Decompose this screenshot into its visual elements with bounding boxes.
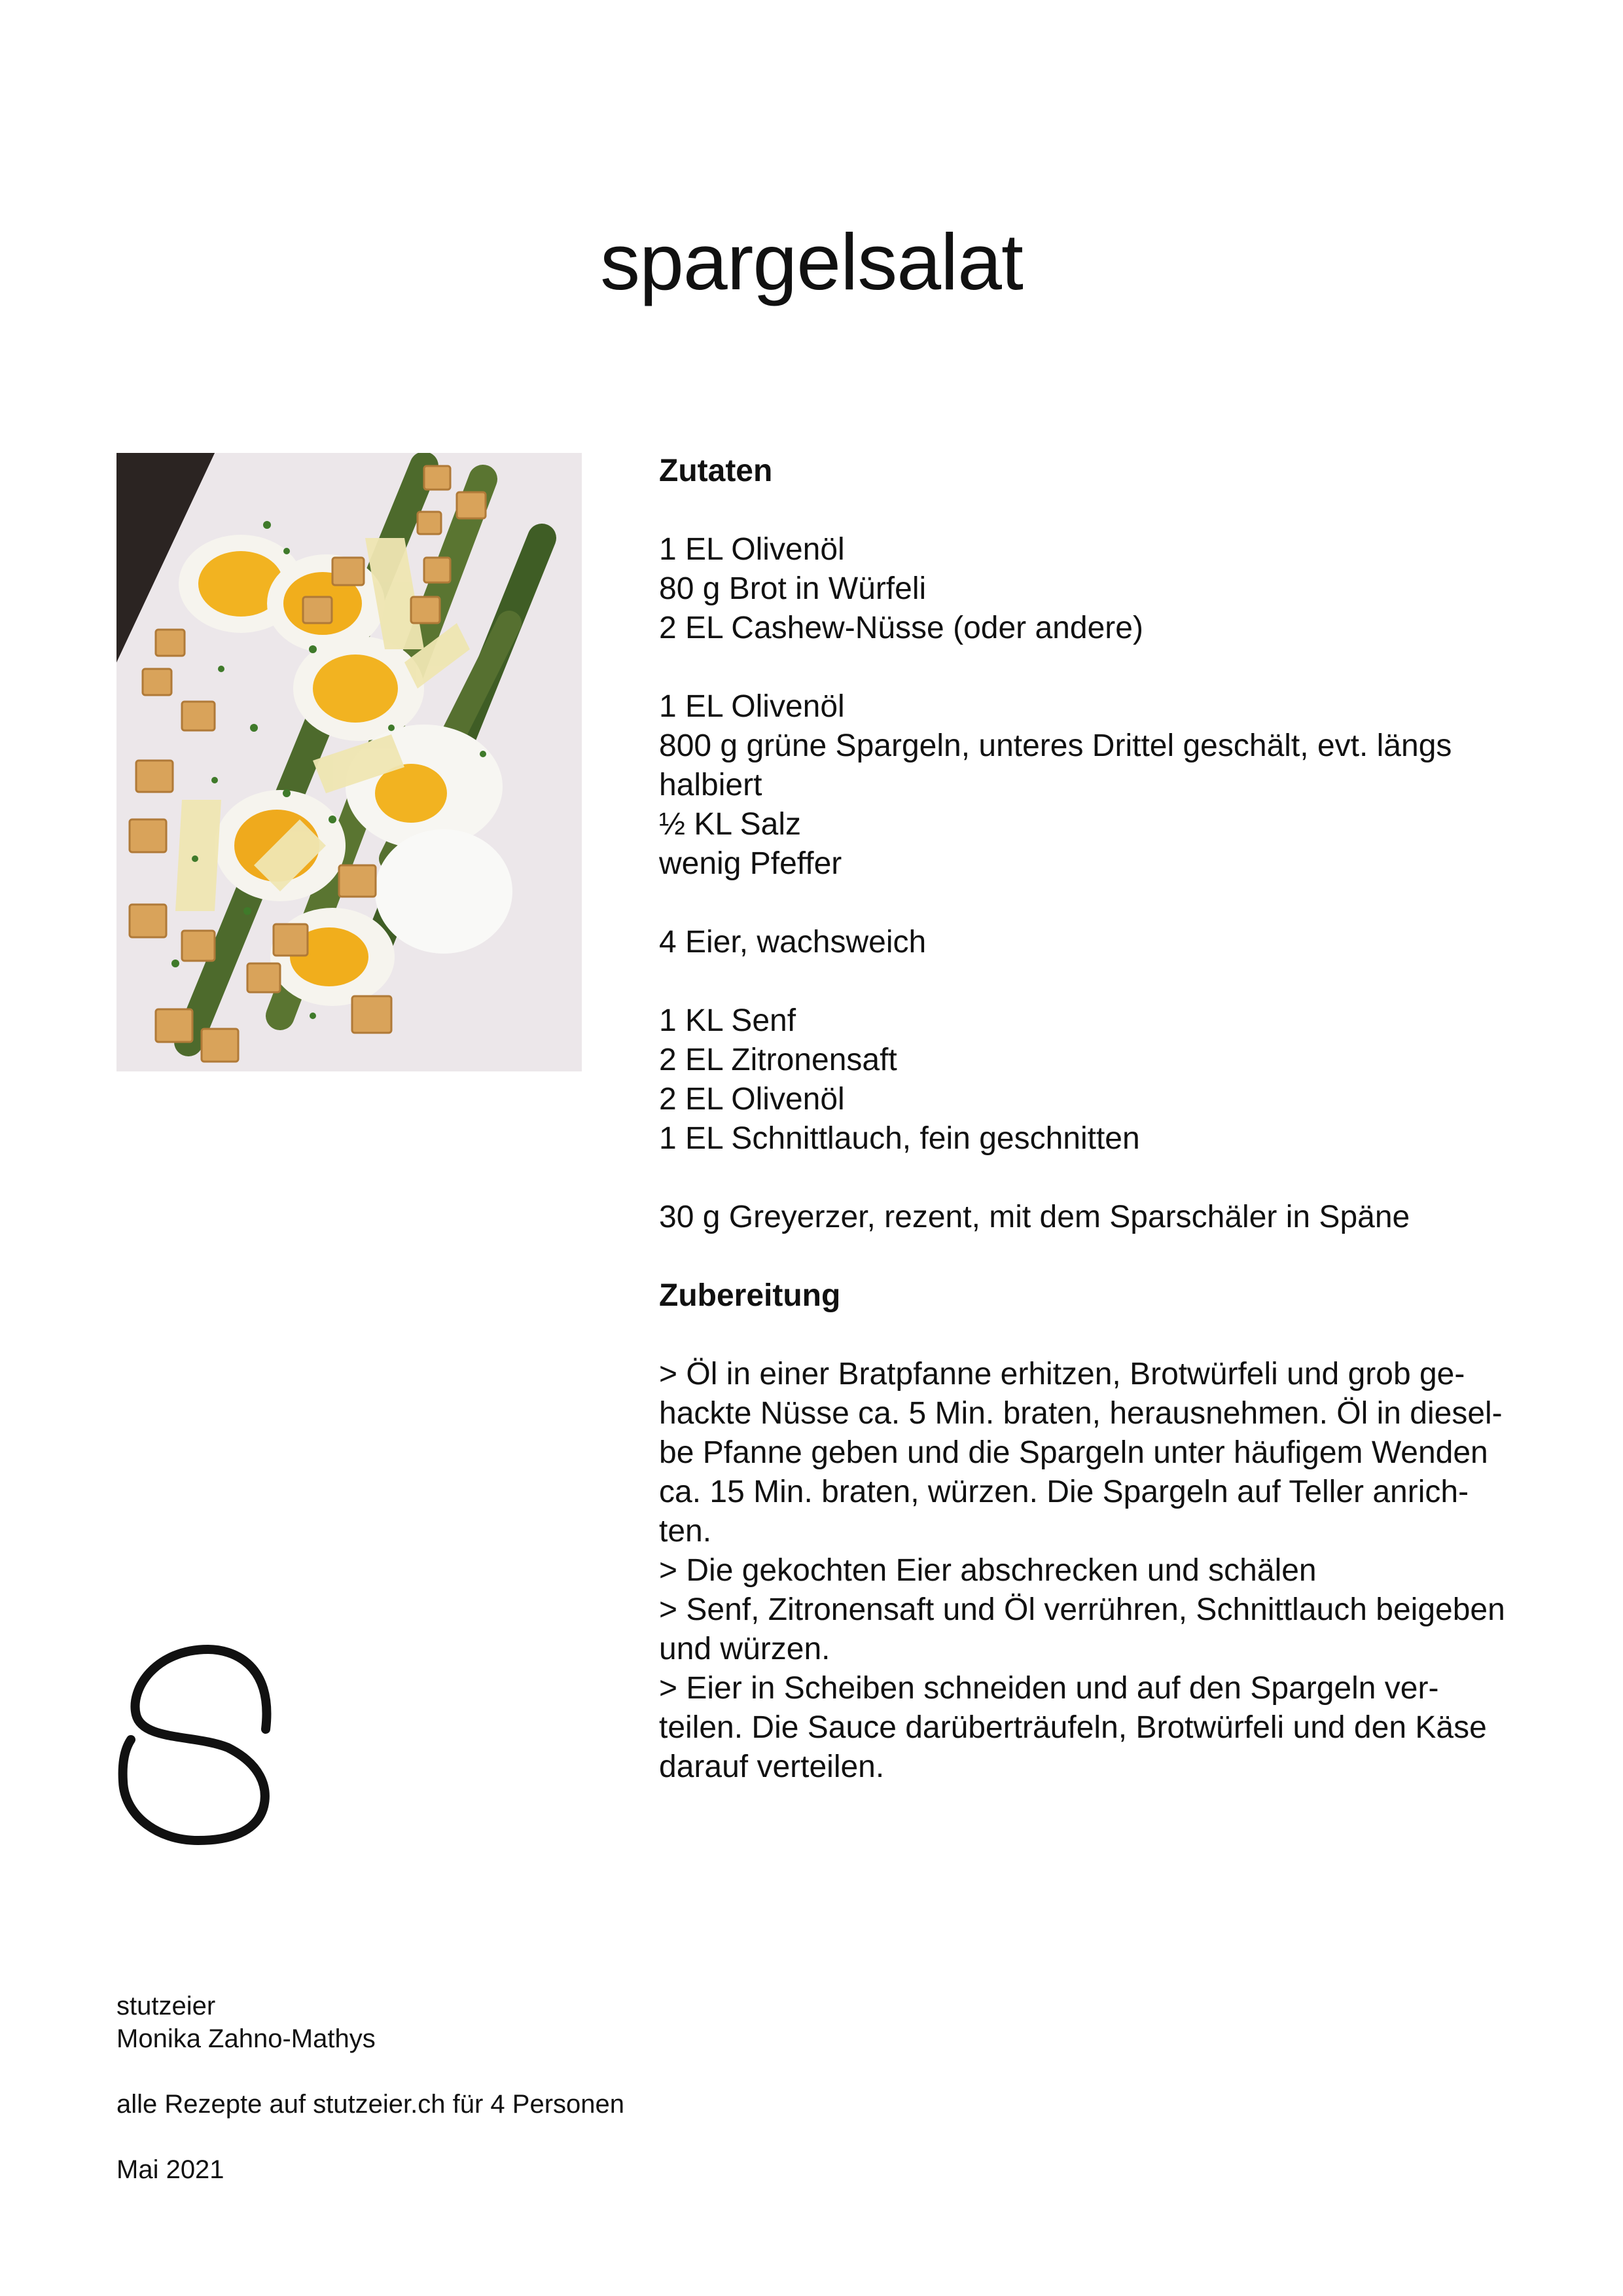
ingredient-line: 1 EL Olivenöl	[659, 532, 845, 567]
ingredient-line: 1 EL Schnittlauch, fein geschnitten	[659, 1121, 1140, 1156]
preparation-line: ten.	[659, 1514, 712, 1549]
ingredient-line: 1 EL Olivenöl	[659, 689, 845, 724]
preparation-line: ca. 15 Min. braten, würzen. Die Spargeln auf Teller anrich-	[659, 1475, 1469, 1509]
ingredient-line: halbiert	[659, 768, 762, 802]
ingredient-line: ½ KL Salz	[659, 807, 802, 842]
preparation-heading: Zubereitung	[659, 1278, 841, 1313]
ingredient-line: 4 Eier, wachsweich	[659, 925, 927, 960]
preparation-line: hackte Nüsse ca. 5 Min. braten, herausnehmen. Öl in diesel-	[659, 1396, 1503, 1431]
ingredients-heading: Zutaten	[659, 454, 773, 488]
ingredient-line: wenig Pfeffer	[659, 846, 842, 881]
preparation-line: > Senf, Zitronensaft und Öl verrühren, Schnittlauch beigeben	[659, 1592, 1505, 1627]
preparation-line: darauf verteilen.	[659, 1749, 885, 1784]
stutzeier-logo	[116, 1643, 277, 1846]
preparation-line: teilen. Die Sauce darüberträufeln, Brotwürfeli und den Käse	[659, 1710, 1487, 1745]
preparation-line: be Pfanne geben und die Spargeln unter häufigem Wenden	[659, 1435, 1488, 1470]
preparation-line: > Öl in einer Bratpfanne erhitzen, Brotwürfeli und grob ge-	[659, 1357, 1465, 1391]
footer-date: Mai 2021	[116, 2155, 224, 2184]
ingredient-line: 1 KL Senf	[659, 1003, 796, 1038]
ingredient-line: 30 g Greyerzer, rezent, mit dem Sparschäler in Späne	[659, 1200, 1410, 1234]
ingredient-line: 800 g grüne Spargeln, unteres Drittel geschält, evt. längs	[659, 728, 1452, 763]
ingredient-line: 2 EL Zitronensaft	[659, 1043, 897, 1077]
footer	[116, 1990, 624, 2186]
ingredient-line: 2 EL Cashew-Nüsse (oder andere)	[659, 611, 1143, 645]
asparagus-salad-photo	[116, 453, 582, 1071]
footer-author: Monika Zahno-Mathys	[116, 2024, 376, 2053]
page-title: spargelsalat	[600, 217, 1023, 306]
ingredient-line: 2 EL Olivenöl	[659, 1082, 845, 1117]
preparation-line: > Die gekochten Eier abschrecken und schälen	[659, 1553, 1317, 1588]
footer-note: alle Rezepte auf stutzeier.ch für 4 Personen	[116, 2090, 625, 2119]
preparation-line: und würzen.	[659, 1632, 830, 1666]
footer-brand: stutzeier	[116, 1992, 216, 2020]
recipe-content	[659, 452, 1529, 1787]
preparation-line: > Eier in Scheiben schneiden und auf den Spargeln ver-	[659, 1671, 1439, 1706]
ingredient-line: 80 g Brot in Würfeli	[659, 571, 927, 606]
